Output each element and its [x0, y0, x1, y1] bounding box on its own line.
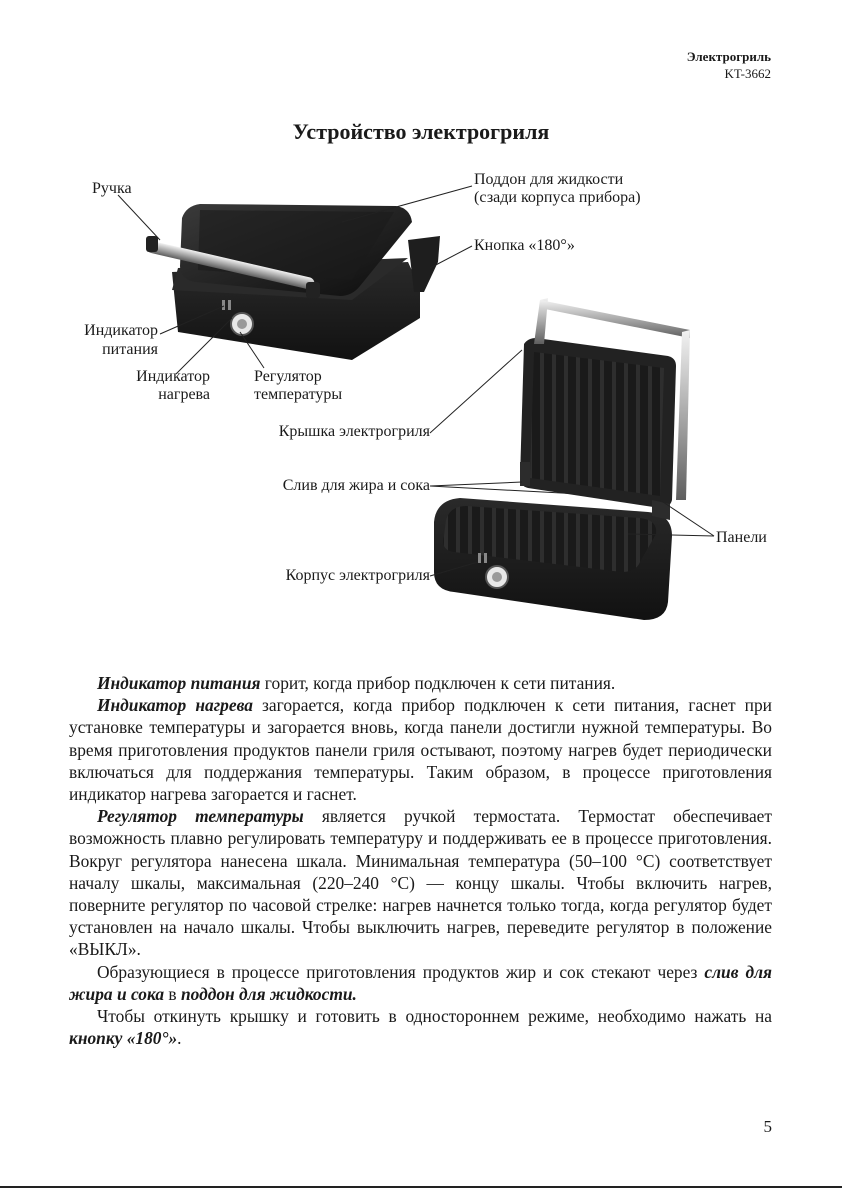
- paragraph-button-180: [69, 1005, 772, 1049]
- label-grease-drain: Слив для жира и сока: [282, 477, 430, 494]
- paragraph-temp-regulator: [69, 805, 772, 960]
- term-power-indicator: Индикатор питания: [97, 673, 261, 693]
- paragraph-text: загорается, когда прибор подключен к сети питания, гаснет при установке температуры и загорается вновь, когда панели достигли нужной температуры. Во время приготовления продуктов панели гриля остывают, поэтому нагрев будет периодически включаться для поддержания температуры. Таким образом, в процессе приготовления индикатор нагрева загорается и гаснет.: [69, 695, 772, 805]
- label-power-indicator-line1: Индикатор: [84, 322, 158, 339]
- paragraph-grease-drain: [69, 961, 772, 1005]
- paragraph-power-indicator: [69, 672, 772, 694]
- term-button-180: кнопку «180°»: [69, 1028, 178, 1049]
- page-title: Устройство электрогриля: [292, 119, 550, 144]
- body-text: [69, 672, 772, 1049]
- closed-grill-drawing: [145, 204, 440, 360]
- header-product: Электрогриль: [686, 49, 771, 64]
- page-number: 5: [763, 1117, 772, 1136]
- label-drip-tray-line2: (сзади корпуса прибора): [474, 189, 641, 206]
- label-button-180: Кнопка «180°»: [474, 237, 575, 254]
- label-drip-tray-line1: Поддон для жидкости: [474, 171, 624, 188]
- term-temp-regulator: Регулятор температуры: [97, 806, 304, 827]
- paragraph-text: является ручкой термостата. Термостат обеспечивает возможность плавно регулировать температуру и поддерживать ее в процессе приготовления. Вокруг регулятора нанесена шкала. Минимальная температура (50–100 °C) соответствует началу шкалы, максимальная (220–240 °C) — концу шкалы. Чтобы включить нагрев, поверните регулятор по часовой стрелке: нагрев начнется только тогда, когда регулятор будет установлен на начало шкалы. Чтобы выключить нагрев, переведите регулятор в положение «ВЫКЛ».: [69, 806, 772, 960]
- paragraph-text: горит, когда прибор подключен к сети питания.: [260, 673, 616, 693]
- paragraph-text: .: [177, 1028, 182, 1049]
- label-heat-indicator-line2: нагрева: [158, 386, 210, 403]
- paragraph-text: в: [164, 983, 181, 1004]
- footer-rule: [0, 1186, 842, 1188]
- term-heat-indicator: Индикатор нагрева: [97, 695, 253, 716]
- label-lid: Крышка электрогриля: [278, 423, 430, 440]
- label-heat-indicator-line1: Индикатор: [136, 368, 210, 385]
- label-power-indicator-line2: питания: [102, 341, 158, 358]
- label-temp-regulator-line2: температуры: [254, 386, 343, 403]
- label-handle: Ручка: [92, 180, 132, 197]
- header-model: KT-3662: [724, 66, 771, 81]
- open-grill-drawing: [434, 298, 690, 620]
- paragraph-heat-indicator: [69, 694, 772, 805]
- label-temp-regulator-line1: Регулятор: [254, 368, 322, 385]
- label-housing: Корпус электрогриля: [285, 567, 430, 584]
- paragraph-text: Образующиеся в процессе приготовления продуктов жир и сок стекают через: [97, 961, 705, 982]
- term-drip-tray: поддон для жидкости.: [180, 983, 357, 1004]
- paragraph-text: Чтобы откинуть крышку и готовить в одностороннем режиме, необходимо нажать на: [97, 1006, 772, 1027]
- label-plates: Панели: [716, 529, 767, 546]
- term-grease-drain: слив для жира и сока: [69, 961, 772, 1004]
